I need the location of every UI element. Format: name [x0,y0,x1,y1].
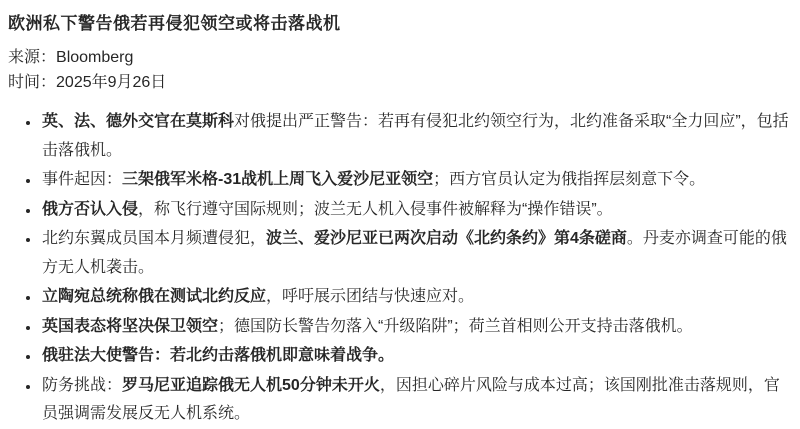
meta-time [8,70,792,95]
text-segment-bold: 三架俄军米格-31战机上周飞入爱沙尼亚领空 [122,171,434,188]
text-segment: ，因担心碎片风险与成本过高；该国刚批准击落规则，官员强调需发展反无人机系统。 [42,376,780,422]
text-segment: ；德国防长警告勿落入“升级陷阱”；荷兰首相则公开支持击落俄机。 [218,317,693,335]
summary-list [8,108,792,429]
list-item [40,225,792,282]
text-segment: ，称飞行遵守国际规则；波兰无人机入侵事件被解释为“操作错误”。 [138,200,613,218]
text-segment: 事件起因： [42,171,123,188]
text-segment-bold: 俄方否认入侵 [42,200,139,218]
text-segment-bold: 俄驻法大使警告：若北约击落俄机即意味着战争。 [42,347,395,364]
meta-time-label: 时间： [8,74,57,91]
text-segment-bold: 英国表态将坚决保卫领空 [42,317,219,335]
document [8,12,792,429]
list-item [40,283,792,312]
text-segment: 北约东翼成员国本月频遭侵犯， [42,230,267,247]
list-item [40,196,792,225]
text-segment: ；西方官员认定为俄指挥层刻意下令。 [433,171,706,188]
text-segment: 。丹麦亦调查可能的俄方无人机袭击。 [42,230,787,276]
list-item [40,313,792,342]
text-segment-bold: 英、法、德外交官在莫斯科 [42,113,235,130]
list-item [40,166,792,195]
list-item [40,342,792,371]
text-segment: 防务挑战： [42,376,123,394]
text-segment-bold: 立陶宛总统称俄在测试北约反应 [42,288,267,305]
meta-source-value: Bloomberg [56,49,134,66]
meta-source [8,45,792,70]
page-title: 欧洲私下警告俄若再侵犯领空或将击落战机 [8,14,341,33]
text-segment: 对俄提出严正警告：若再有侵犯北约领空行为，北约准备采取“全力回应”，包括击落俄机。 [42,113,789,159]
text-segment: ，呼吁展示团结与快速应对。 [266,288,475,305]
text-segment-bold: 罗马尼亚追踪俄无人机50分钟未开火 [122,376,380,394]
list-item [40,108,792,165]
text-segment-bold: 波兰、爱沙尼亚已两次启动《北约条约》第4条磋商 [266,230,627,247]
meta-source-label: 来源： [8,49,57,66]
list-item [40,372,792,429]
meta-time-value: 2025年9月26日 [56,74,167,91]
